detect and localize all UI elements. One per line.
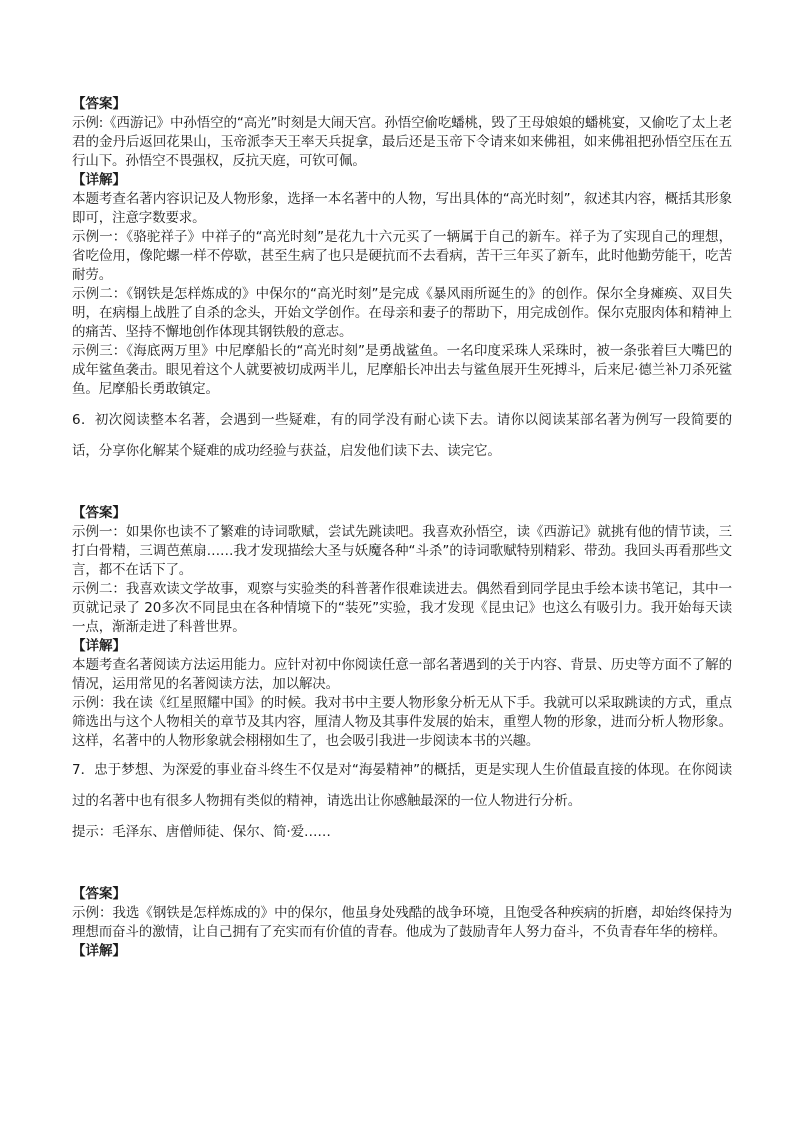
question-6: 6．初次阅读整本名著，会遇到一些疑难，有的同学没有耐心读下去。请你以阅读某部名著为例写一段简要的话，分享你化解某个疑难的成功经验与获益，启发他们读下去、读完它。 xyxy=(72,412,732,459)
example-three: 示例三：《海底两万里》中尼摩船长的“高光时刻”是勇战鲨鱼。一名印度采珠人采珠时，被一条张着巨大嘴巴的成年鲨鱼袭击。眼见着这个人就要被切成两半儿，尼摩船长冲出去与鲨鱼展开生死搏斗，后来尼·德兰补刀杀死鲨鱼。尼摩船长勇敢镇定。 xyxy=(72,343,732,397)
answer-heading: 【答案】 xyxy=(72,886,126,902)
question-7: 7．忠于梦想、为深爱的事业奋斗终生不仅是对“海晏精神”的概括，更是实现人生价值最直接的体现。在你阅读过的名著中也有很多人物拥有类似的精神，请选出让你感触最深的一位人物进行分析。 xyxy=(72,762,732,809)
answer-example-two: 示例二：我喜欢读文学故事，观察与实验类的科普著作很难读进去。偶然看到同学昆虫手绘本读书笔记，其中一页就记录了 20多次不同昆虫在各种情境下的“装死”实验，我才发现《昆虫记》也这么有吸引力。我开始每天读一点，渐渐走进了科普世界。 xyxy=(72,581,732,635)
detail-heading: 【详解】 xyxy=(72,943,126,959)
answer-heading: 【答案】 xyxy=(72,505,126,521)
answer-example-one: 示例一：如果你也读不了繁难的诗词歌赋，尝试先跳读吧。我喜欢孙悟空，读《西游记》就挑有他的情节读，三打白骨精，三调芭蕉扇……我才发现描绘大圣与妖魔各种“斗杀”的诗词歌赋特别精彩、带劲。我回头再看那些文言，都不在话下了。 xyxy=(72,524,732,578)
detail-text: 本题考查名著内容识记及人物形象，选择一本名著中的人物，写出具体的“高光时刻”，叙述其内容，概括其形象即可，注意字数要求。 xyxy=(72,191,732,226)
answer-heading: 【答案】 xyxy=(72,96,126,112)
example-one: 示例一：《骆驼祥子》中祥子的“高光时刻”是花九十六元买了一辆属于自己的新车。祥子为了实现自己的理想，省吃俭用，像陀螺一样不停歇，甚至生病了也只是硬抗而不去看病，苦干三年买了新车，此时他勤劳能干，吃苦耐劳。 xyxy=(72,229,732,283)
example-two: 示例二：《钢铁是怎样炼成的》中保尔的“高光时刻”是完成《暴风雨所诞生的》的创作。保尔全身瘫痪、双目失明，在病榻上战胜了自杀的念头，开始文学创作。在母亲和妻子的帮助下，用完成创作。保尔克服肉体和精神上的痛苦、坚持不懈地创作体现其钢铁般的意志。 xyxy=(72,286,732,340)
detail-example: 示例：我在读《红星照耀中国》的时候。我对书中主要人物形象分析无从下手。我就可以采取跳读的方式，重点筛选出与这个人物相关的章节及其内容，厘清人物及其事件发展的始末，重塑人物的形象，进而分析人物形象。这样，名著中的人物形象就会栩栩如生了，也会吸引我进一步阅读本书的兴趣。 xyxy=(72,695,732,749)
detail-heading: 【详解】 xyxy=(72,638,126,654)
document-page xyxy=(72,95,732,961)
detail-heading: 【详解】 xyxy=(72,172,126,188)
question-7-hint: 提示：毛泽东、唐僧师徒、保尔、简·爱…… xyxy=(72,824,331,840)
answer-text: 示例:《西游记》中孙悟空的“高光”时刻是大闹天宫。孙悟空偷吃蟠桃，毁了王母娘娘的蟠桃宴，又偷吃了太上老君的金丹后返回花果山，玉帝派李天王率天兵捉拿，最后还是玉帝下令请来如来佛祖，如来佛祖把孙悟空压在五行山下。孙悟空不畏强权，反抗天庭，可钦可佩。 xyxy=(72,115,732,169)
detail-text: 本题考查名著阅读方法运用能力。应针对初中你阅读任意一部名著遇到的关于内容、背景、历史等方面不了解的情况，运用常见的名著阅读方法，加以解决。 xyxy=(72,657,732,692)
answer-text: 示例：我选《钢铁是怎样炼成的》中的保尔，他虽身处残酷的战争环境，且饱受各种疾病的折磨，却始终保持为理想而奋斗的激情，让自己拥有了充实而有价值的青春。他成为了鼓励青年人努力奋斗，不负青春年华的榜样。 xyxy=(72,905,732,940)
